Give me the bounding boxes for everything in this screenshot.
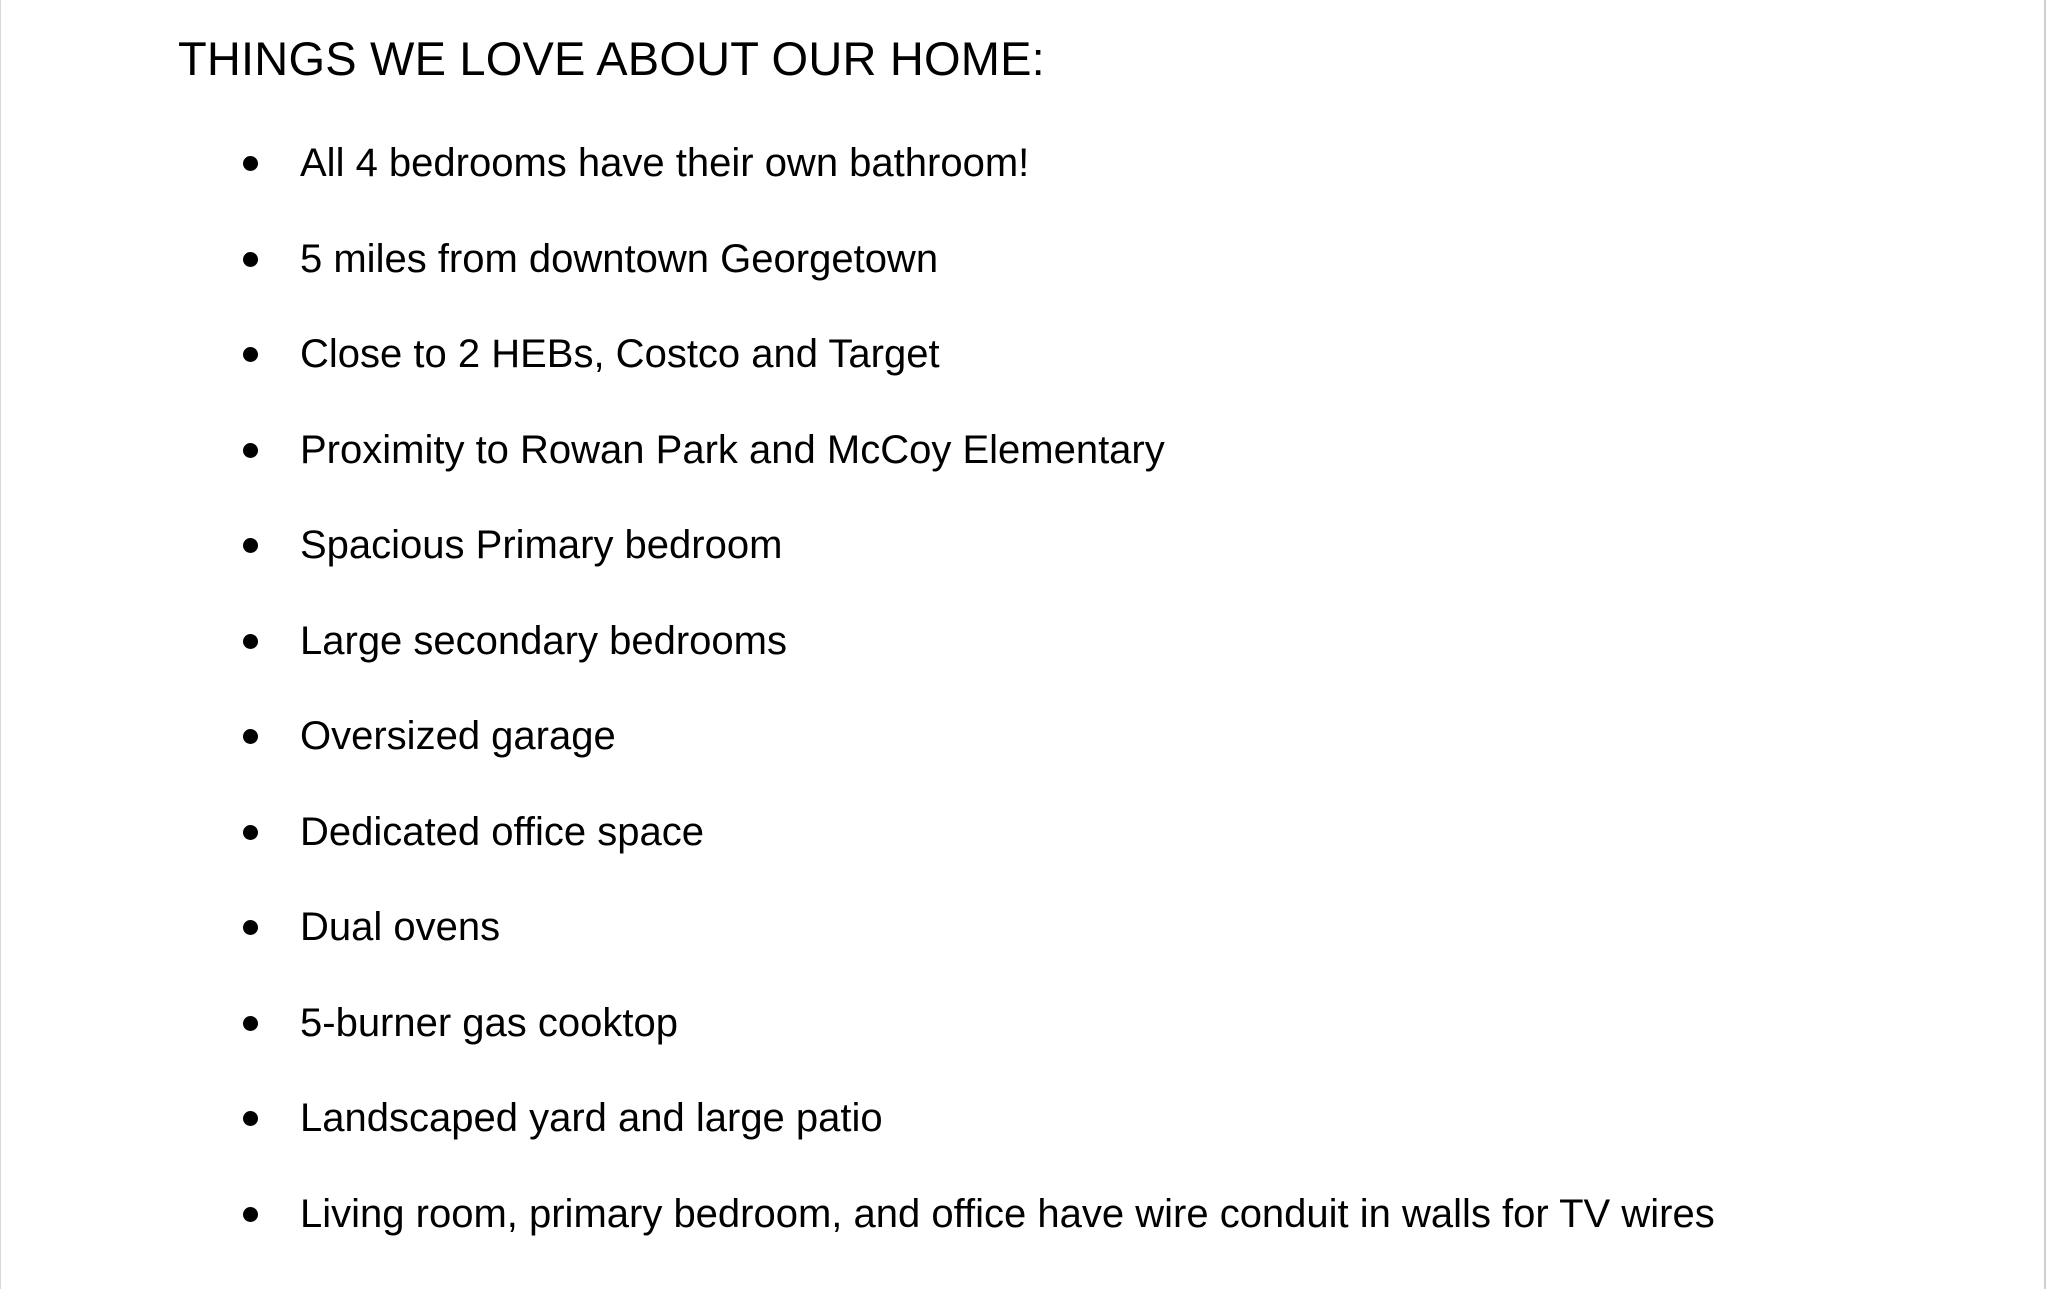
bullet-dot-icon [243,443,258,458]
feature-text: Living room, primary bedroom, and office have wire conduit in walls for TV wires [300,1191,1715,1236]
page-title: THINGS WE LOVE ABOUT OUR HOME: [178,32,1045,85]
bullet-dot-icon [243,347,258,362]
bullet-dot-icon [243,252,258,267]
bullet-dot-icon [243,1207,258,1222]
bullet-dot-icon [243,825,258,840]
feature-text: 5-burner gas cooktop [300,1000,679,1045]
bullet-dot-icon [243,920,258,935]
feature-text: Landscaped yard and large patio [300,1096,883,1140]
bullet-dot-icon [243,1016,258,1031]
bullet-dot-icon [243,634,258,649]
bullet-dot-icon [243,538,258,553]
feature-text: Oversized garage [300,714,616,758]
feature-text: Large secondary bedrooms [300,618,787,663]
feature-text: Close to 2 HEBs, Costco and Target [300,332,940,376]
feature-text: 5 miles from downtown Georgetown [300,236,939,281]
feature-text: All 4 bedrooms have their own bathroom! [300,141,1030,185]
bullet-dot-icon [243,1111,258,1126]
bullet-dot-icon [243,156,258,171]
feature-text: Spacious Primary bedroom [300,523,783,567]
feature-text: Dual ovens [300,905,501,949]
feature-text: Dedicated office space [300,809,704,854]
feature-text: Proximity to Rowan Park and McCoy Elementary [300,427,1165,472]
bullet-dot-icon [243,729,258,744]
